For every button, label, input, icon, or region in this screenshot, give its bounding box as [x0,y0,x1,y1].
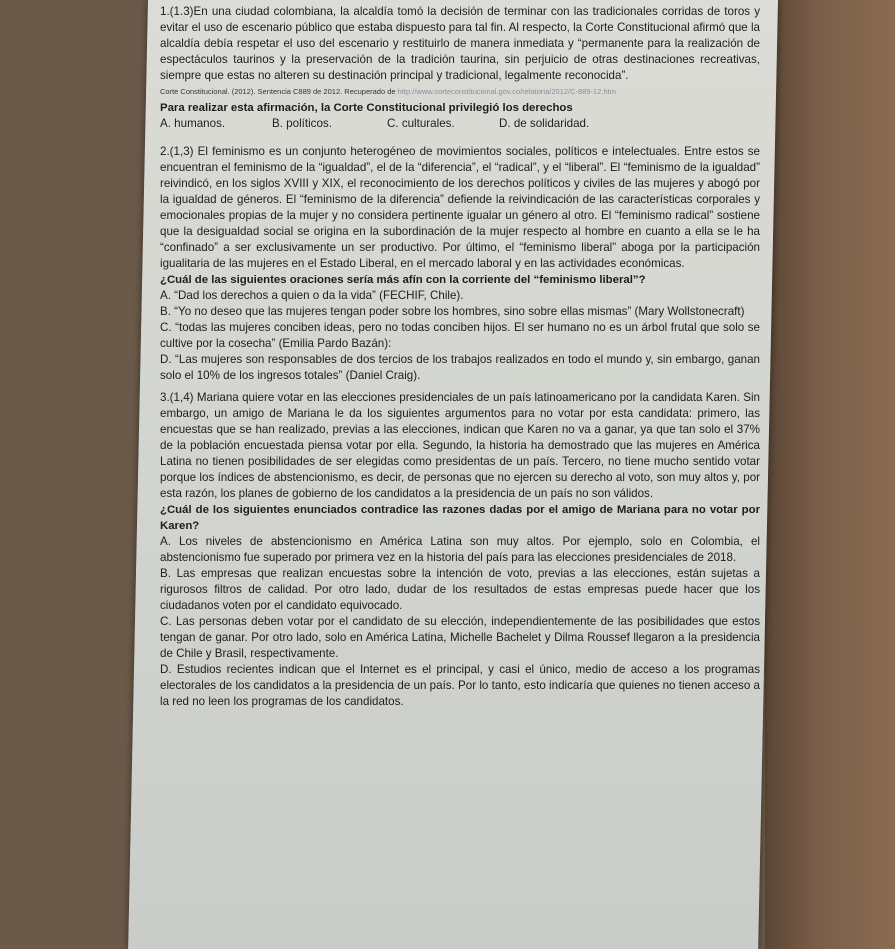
q2-option-b: B. “Yo no deseo que las mujeres tengan poder sobre los hombres, sino sobre ellas mismas” (Mary Wollstonecraft) [160,305,745,318]
q1-question: Para realizar esta afirmación, la Corte Constitucional privilegió los derechos [160,102,573,114]
q3-question: ¿Cuál de los siguientes enunciados contradice las razones dadas por el amigo de Mariana para no votar por Karen? [160,504,760,532]
q3-option-c: C. Las personas deben votar por el candidato de su elección, independientemente de las posibilidades que estos tengan de ganar. Por otro lado, solo en América Latina, Michelle Bachelet y Dilma Roussef llegaron a la presidencia de Chile y Brasil, respectivamente. [160,615,760,660]
q2-statement: 2.(1,3) El feminismo es un conjunto heterogéneo de movimientos sociales, políticos e intelectuales. Entre estos se encuentran el feminismo de la “igualdad”, el de la “diferencia”, el “radical”, y el “liberal”. El “feminismo de la igualdad” reivindicó, en los siglos XVIII y XIX, el reconocimiento de los derechos políticos y civiles de las mujeres y abogó por la igualdad de géneros. El “feminismo de la diferencia” defiende la reivindicación de las características corporales y emocionales propias de la mujer y no considera pertinente igualar un género al otro. El “feminismo radical” sostiene que la desigualdad social se origina en la subordinación de la mujer respecto al hombre en cuanto a ella se le ha “confinado” a ser exclusivamente un ser productivo. Por último, el “feminismo liberal” aboga por la participación igualitaria de las mujeres en el Estado Liberal, en el mercado laboral y en las actividades económicas. [160,145,760,270]
q1-option-b: B. políticos. [272,117,332,130]
q1-option-a: A. humanos. [160,117,226,130]
q2-option-c: C. “todas las mujeres conciben ideas, pero no todas conciben hijos. El ser humano no es un árbol frutal que solo se cultive por la cosecha” (Emilia Pardo Bazán): [160,321,760,350]
q1-options [160,116,760,132]
citation-text: Corte Constitucional. (2012). Sentencia C889 de 2012. Recuperado de [160,87,396,96]
background-wall [765,0,895,949]
q3-option-b: B. Las empresas que realizan encuestas sobre la intención de voto, previas a las elecciones, están sujetas a rigurosos filtros de calidad. Por otro lado, dudar de los resultados de estas empresas puede hacer que los ciudadanos voten por el candidato equivocado. [160,567,760,612]
q2-option-d: D. “Las mujeres son responsables de dos tercios de los trabajos realizados en todo el mundo y, sin embargo, ganan solo el 10% de los ingresos totales” (Daniel Craig). [160,353,760,382]
q3-option-d: D. Estudios recientes indican que el Internet es el principal, y casi el único, medio de acceso a los programas electorales de los candidatos a la presidencia de un país. Por lo tanto, esto indicaría que quienes no tienen acceso a la red no leen los programas de los candidatos. [160,663,760,708]
q1-statement: 1.(1.3)En una ciudad colombiana, la alcaldía tomó la decisión de terminar con las tradicionales corridas de toros y evitar el uso de escenario público que estaba dispuesto para tal fin. Al respecto, la Corte Constitucional afirmó que la alcaldía debía respetar el uso del escenario y restituirlo de manera inmediata y “permanente para la realización de espectáculos taurinos y la preservación de la tradición taurina, sin perjuicio de otras destinaciones recreativas, siempre que estas no alteren su destinación principal y tradicional, legalmente reconocida”. [160,5,761,82]
q3-option-a: A. Los niveles de abstencionismo en América Latina son muy altos. Por ejemplo, solo en Colombia, el abstencionismo fue superado por primera vez en la historia del país para las elecciones presidenciales de 2018. [160,535,760,564]
citation-url: http://www.corteconstitucional.gov.co/relatoria/2012/C-889-12.htm [397,87,616,96]
q1-option-c: C. culturales. [387,117,455,130]
q1-citation [160,84,760,100]
q2-option-a: A. “Dad los derechos a quien o da la vida” (FECHIF, Chile). [160,289,464,302]
q1-option-d: D. de solidaridad. [499,117,590,130]
q3-statement: 3.(1,4) Mariana quiere votar en las elecciones presidenciales de un país latinoamericano por la candidata Karen. Sin embargo, un amigo de Mariana le da los siguientes argumentos para no votar por esta candidata: primero, las encuestas que se han realizado, previas a las elecciones, indican que Karen no va a ganar, ya que tan solo el 37% de la población encuestada piensa votar por ella. Segundo, la historia ha demostrado que las mujeres en América Latina no tienen posibilidades de ser elegidas como presidentas de un país. Tercero, no tiene mucho sentido votar porque los índices de abstencionismo, es decir, de personas que no ejercen su derecho al voto, son muy altos y, por esta razón, los planes de gobierno de los candidatos a la presidencia de un país no son válidos. [160,391,760,500]
q2-question: ¿Cuál de las siguientes oraciones sería más afín con la corriente del “feminismo liberal”? [160,274,646,286]
document-content [160,4,760,710]
